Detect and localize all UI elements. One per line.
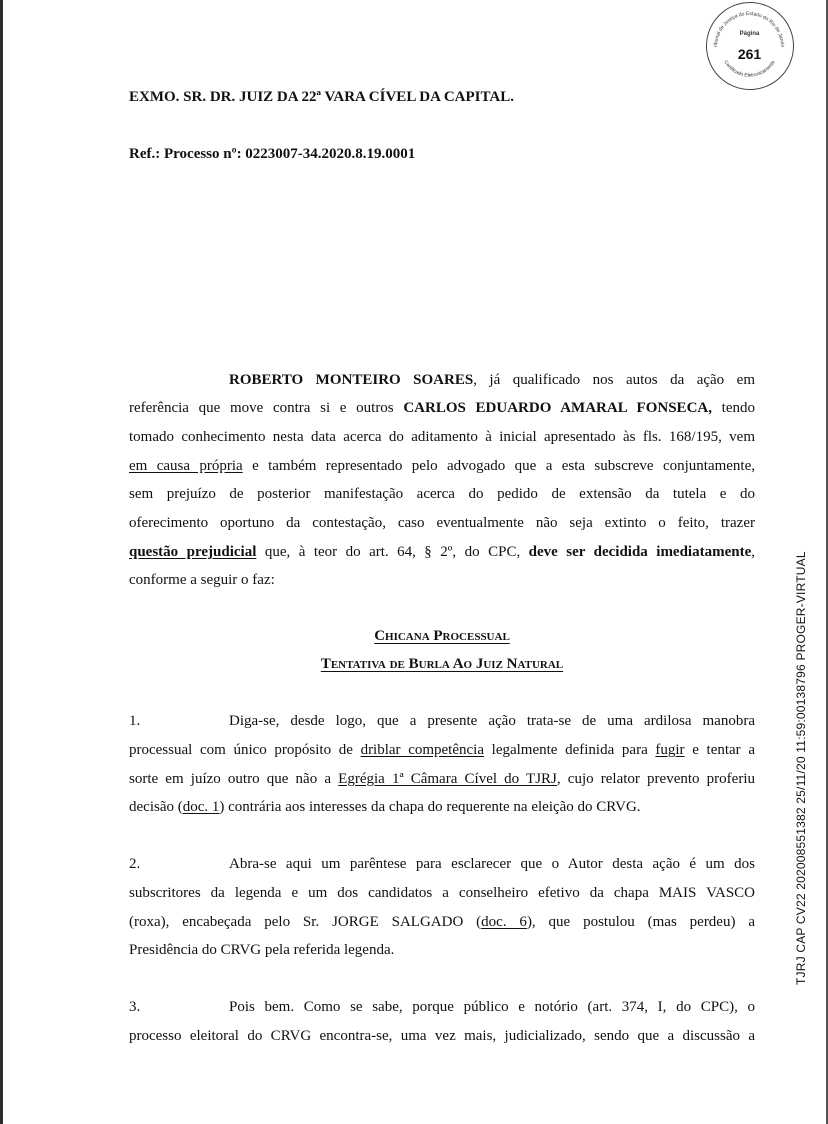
stamp-page-number: 261 <box>737 46 762 62</box>
intro-line-7-end: , <box>751 544 755 560</box>
in-own-cause-text: em causa própria <box>129 458 243 474</box>
flee-text: fugir <box>655 742 685 758</box>
svg-text:Tribunal de Justiça do Estado <box>707 3 785 48</box>
p1-line-2-end: e tentar a <box>684 742 755 758</box>
intro-line-4 <box>129 456 755 476</box>
stamp-ring-top-text: ribunal de Justiça do Estado do Rio de Janeir <box>712 10 786 48</box>
intro-line-1 <box>129 370 755 390</box>
p2-line-1: Abra-se aqui um parêntese para esclarecer que o Autor desta ação é um dos <box>229 856 755 872</box>
p1-line-3-end: , cujo relator prevento proferiu <box>556 771 755 787</box>
court-seal-stamp <box>706 2 794 90</box>
page-edge-left <box>0 0 3 1124</box>
intro-line-5: sem prejuízo de posterior manifestação acerca do pedido de extensão da tutela e do <box>129 486 755 502</box>
p1-line-4-end: ) contrária aos interesses da chapa do requerente na eleição do CRVG. <box>219 799 641 815</box>
p2-line-3 <box>129 912 755 932</box>
chamber-reference-text: Egrégia 1ª Câmara Cível do TJRJ <box>338 771 557 787</box>
p2-line-4: Presidência do CRVG pela referida legenda. <box>129 942 395 958</box>
stamp-page-label: Página <box>739 31 760 37</box>
intro-line-7-text: que, à teor do art. 64, § 2º, do CPC, <box>256 544 529 560</box>
doc-6-reference: doc. 6 <box>481 914 527 930</box>
side-annotation: TJRJ CAP CV22 202008551382 25/11/20 11:59:00138796 PROGER-VIRTUAL <box>794 551 808 985</box>
intro-line-2 <box>129 398 755 418</box>
intro-line-4-text: e também representado pelo advogado que a esta subscreve conjuntamente, <box>242 458 755 474</box>
p1-line-4-text: decisão ( <box>129 799 183 815</box>
svg-text:Certificado Eletronicamente <box>722 59 776 78</box>
intro-line-2-text: referência que move contra si e outros <box>129 400 404 416</box>
intro-line-2-end: tendo <box>711 400 755 416</box>
intro-line-6: oferecimento oportuno da contestação, caso eventualmente não seja extinto o feito, trazer <box>129 515 755 531</box>
doc-1-reference: doc. 1 <box>182 799 220 815</box>
p1-line-2-mid: legalmente definida para <box>484 742 656 758</box>
p2-line-3-end: ), que postulou (mas perdeu) a <box>526 914 755 930</box>
addressee-line: EXMO. SR. DR. JUIZ DA 22ª VARA CÍVEL DA CAPITAL. <box>129 89 514 105</box>
p1-line-3 <box>129 769 755 789</box>
immediate-decision-text: deve ser decidida imediatamente <box>528 544 752 560</box>
intro-line-1-text: , já qualificado nos autos da ação em <box>473 372 755 388</box>
p2-line-2: subscritores da legenda e um dos candidatos a conselheiro efetivo da chapa MAIS VASCO <box>129 885 755 901</box>
plaintiff-name: ROBERTO MONTEIRO SOARES <box>229 372 474 388</box>
paragraph-3-number: 3. <box>129 999 141 1015</box>
intro-line-3: tomado conhecimento nesta data acerca do aditamento à inicial apresentado às fls. 168/195, vem <box>129 429 755 445</box>
reference-line: Ref.: Processo nº: 0223007-34.2020.8.19.0001 <box>129 146 416 162</box>
intro-line-8: conforme a seguir o faz: <box>129 572 275 588</box>
dodge-jurisdiction-text: driblar competência <box>360 742 484 758</box>
paragraph-2-number: 2. <box>129 856 141 872</box>
p1-line-2 <box>129 740 755 760</box>
section-heading-1: Chicana Processual <box>374 628 510 644</box>
p1-line-1: Diga-se, desde logo, que a presente ação trata-se de uma ardilosa manobra <box>229 713 755 729</box>
defendant-name: CARLOS EDUARDO AMARAL FONSECA, <box>403 400 712 416</box>
intro-line-7 <box>129 542 755 562</box>
p2-line-3-text: (roxa), encabeçada pelo Sr. JORGE SALGADO ( <box>129 914 482 930</box>
paragraph-1-number: 1. <box>129 713 141 729</box>
p1-line-4 <box>129 797 641 817</box>
stamp-ring-bottom-text: Certificado Eletronicamente <box>722 59 777 79</box>
p1-line-3-text: sorte em juízo outro que não a <box>129 771 339 787</box>
prejudicial-question-text: questão prejudicial <box>129 544 257 560</box>
p3-line-1: Pois bem. Como se sabe, porque público e notório (art. 374, I, do CPC), o <box>229 999 755 1015</box>
section-heading-2: Tentativa de Burla Ao Juiz Natural <box>320 656 564 672</box>
p1-line-2-text: processual com único propósito de <box>129 742 361 758</box>
p3-line-2: processo eleitoral do CRVG encontra-se, uma vez mais, judicializado, sendo que a discussão a <box>129 1028 755 1044</box>
